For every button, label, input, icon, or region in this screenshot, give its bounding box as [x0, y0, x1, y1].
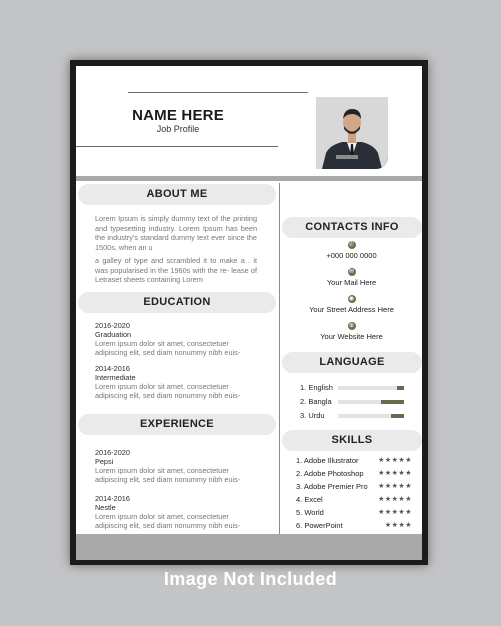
contact-phone [281, 241, 422, 260]
star-rating-icon: ★★★★★ [378, 483, 412, 490]
footer-bar [76, 534, 422, 560]
entry-text: Lorem ipsum dolor sit amet, consectetuer adipiscing elit, sed diam nonummy nibh euis- [95, 339, 241, 357]
header-line-top [128, 92, 308, 93]
language-level-fill [391, 414, 404, 418]
resume-page [76, 66, 422, 560]
skill-item [296, 456, 412, 467]
star-rating-icon: ★★★★★ [378, 470, 412, 477]
person-silhouette-icon [316, 97, 388, 169]
experience-heading: EXPERIENCE [78, 414, 276, 435]
language-level-track [338, 386, 404, 390]
resume-name: NAME HERE [132, 107, 224, 124]
language-level-fill [381, 400, 404, 404]
entry-years: 2016-2020 [95, 448, 130, 457]
location-icon: ◉ [348, 296, 355, 302]
skill-item [296, 521, 412, 532]
contact-text: Your Website Here [320, 332, 383, 341]
mail-icon: ✉ [348, 269, 355, 275]
entry-years: 2014-2016 [95, 494, 130, 503]
skill-label: 4. Excel [296, 495, 323, 504]
phone-icon: ✆ [348, 242, 355, 248]
language-label: 2. Bangla [300, 397, 332, 406]
skill-label: 6. PowerPoint [296, 521, 343, 530]
language-label: 1. English [300, 383, 333, 392]
star-rating-icon: ★★★★★ [378, 509, 412, 516]
education-heading: EDUCATION [78, 292, 276, 313]
image-not-included-note: Image Not Included [163, 569, 338, 589]
contact-text: Your Mail Here [326, 278, 377, 287]
entry-years: 2016-2020 [95, 321, 130, 330]
entry-text: Lorem ipsum dolor sit amet, consectetuer adipiscing elit, sed diam nonummy nibh euis- [95, 512, 241, 530]
experience-entry [95, 494, 259, 530]
contacts-heading: CONTACTS INFO [282, 217, 422, 238]
skill-item [296, 508, 412, 519]
about-paragraph-1: Lorem Ipsum is simply dummy text of the printing and typesetting industry. Lorem Ipsum has been the industry's standard dummy text ever since the 1500s, when an u [95, 214, 257, 252]
education-entry [95, 364, 259, 400]
language-level-track [338, 414, 404, 418]
education-entry [95, 321, 259, 357]
about-heading: ABOUT ME [78, 184, 276, 205]
star-rating-icon: ★★★★★ [378, 496, 412, 503]
language-level-track [338, 400, 404, 404]
header-divider-bar [76, 176, 422, 181]
contact-text: +000 000 0000 [326, 251, 377, 260]
language-item [300, 411, 410, 422]
entry-title: Graduation [95, 330, 132, 339]
skills-heading: SKILLS [282, 430, 422, 451]
skill-label: 1. Adobe Illustrator [296, 456, 359, 465]
skill-item [296, 495, 412, 506]
contact-website [281, 322, 422, 341]
language-level-fill [397, 386, 404, 390]
language-item [300, 383, 410, 394]
star-rating-icon: ★★★★ [384, 522, 412, 529]
skill-label: 5. World [296, 508, 324, 517]
contact-mail [281, 268, 422, 287]
entry-title: Intermediate [95, 373, 136, 382]
about-paragraph-2: a galley of type and scrambled it to make a . it was popularised in the 1960s with the re- lease of Letraset sheets containing Lorem [95, 256, 257, 285]
skill-label: 2. Adobe Photoshop [296, 469, 364, 478]
entry-title: Pepsi [95, 457, 114, 466]
entry-text: Lorem ipsum dolor sit amet, consectetuer adipiscing elit, sed diam nonummy nibh euis- [95, 382, 241, 400]
profile-photo [316, 97, 388, 169]
entry-text: Lorem ipsum dolor sit amet, consectetuer adipiscing elit, sed diam nonummy nibh euis- [95, 466, 241, 484]
skill-item [296, 482, 412, 493]
column-divider [279, 183, 280, 560]
experience-entry [95, 448, 259, 484]
star-rating-icon: ★★★★★ [378, 457, 412, 464]
language-item [300, 397, 410, 408]
skill-item [296, 469, 412, 480]
contact-text: Your Street Address Here [309, 305, 394, 314]
skill-label: 3. Adobe Premier Pro [296, 482, 368, 491]
language-label: 3. Urdu [300, 411, 325, 420]
header-line-bottom [76, 146, 278, 147]
job-title: Job Profile [156, 124, 200, 134]
entry-title: Nestle [95, 503, 116, 512]
language-heading: LANGUAGE [282, 352, 422, 373]
entry-years: 2014-2016 [95, 364, 130, 373]
globe-icon: ⊕ [348, 323, 355, 329]
contact-address [281, 295, 422, 314]
